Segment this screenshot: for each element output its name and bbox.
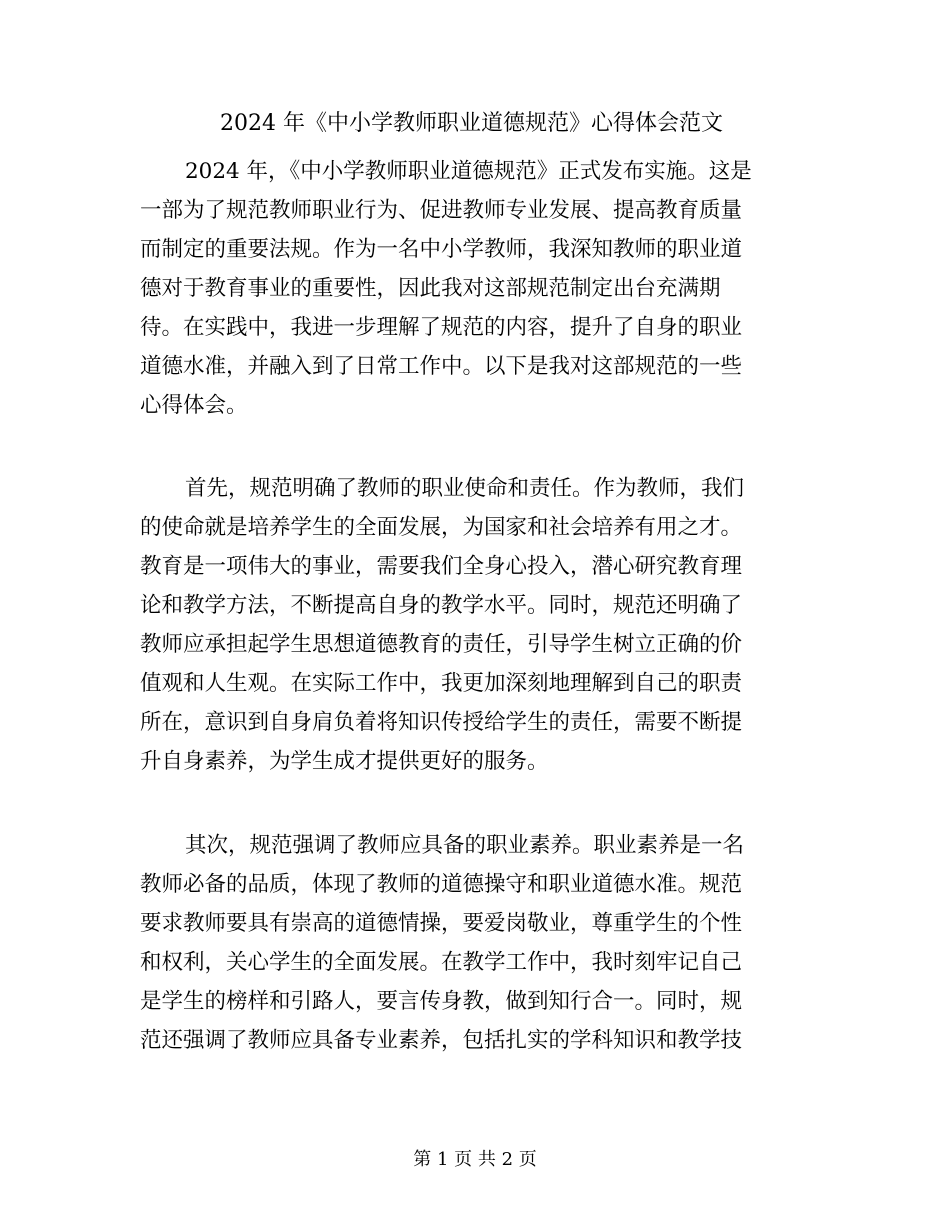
text-line: 一部为了规范教师职业行为、促进教师专业发展、提高教育质量 [140,198,743,223]
text-line: 2024 年，《中小学教师职业道德规范》正式发布实施。这是 [185,159,752,184]
paragraph-1 [140,152,800,425]
text-line: 是学生的榜样和引路人，要言传身教，做到知行合一。同时，规 [140,989,743,1014]
text-line: 范还强调了教师应具备专业素养，包括扎实的学科知识和教学技 [140,1028,743,1053]
text-line: 的使命就是培养学生的全面发展，为国家和社会培养有用之才。 [140,515,743,540]
text-line: 升自身素养，为学生成才提供更好的服务。 [140,749,549,774]
document-title: 2024 年《中小学教师职业道德规范》心得体会范文 [220,111,723,136]
text-line: 教师必备的品质，体现了教师的道德操守和职业道德水准。规范 [140,872,743,897]
paragraph-2 [140,469,800,781]
text-line: 心得体会。 [140,393,248,418]
text-line: 教师应承担起学生思想道德教育的责任，引导学生树立正确的价 [140,632,743,657]
text-line: 值观和人生观。在实际工作中，我更加深刻地理解到自己的职责 [140,671,743,696]
text-line: 德对于教育事业的重要性，因此我对这部规范制定出台充满期 [140,276,721,301]
text-line: 首先，规范明确了教师的职业使命和责任。作为教师，我们 [185,476,745,501]
text-line: 论和教学方法，不断提高自身的教学水平。同时，规范还明确了 [140,593,743,618]
text-line: 道德水准，并融入到了日常工作中。以下是我对这部规范的一些 [140,354,743,379]
text-line: 所在，意识到自身肩负着将知识传授给学生的责任，需要不断提 [140,710,743,735]
text-line: 和权利，关心学生的全面发展。在教学工作中，我时刻牢记自己 [140,950,743,975]
text-line: 教育是一项伟大的事业，需要我们全身心投入，潜心研究教育理 [140,554,743,579]
text-line: 要求教师要具有崇高的道德情操，要爱岗敬业，尊重学生的个性 [140,911,743,936]
page-footer: 第 1 页 共 2 页 [413,1149,537,1170]
text-line: 待。在实践中，我进一步理解了规范的内容，提升了自身的职业 [140,315,743,340]
text-line: 而制定的重要法规。作为一名中小学教师，我深知教师的职业道 [140,237,743,262]
paragraph-3 [140,826,800,1060]
text-line: 其次，规范强调了教师应具备的职业素养。职业素养是一名 [185,833,745,858]
